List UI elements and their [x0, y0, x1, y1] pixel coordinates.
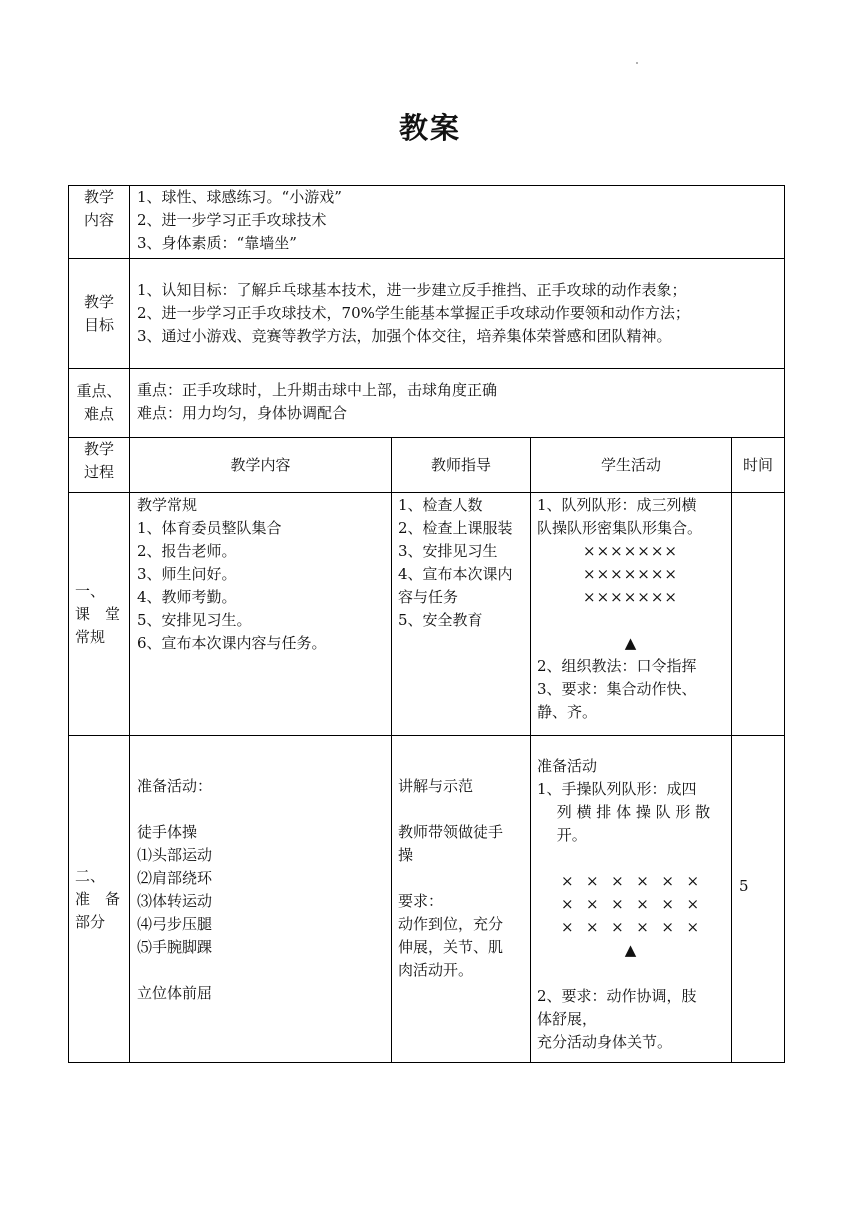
label-line: 教学 [83, 440, 114, 458]
teacher-line: 教师带领做徒手 [398, 823, 504, 841]
row-section2 [69, 736, 785, 1063]
label-process [69, 438, 130, 493]
formation-row: × × × × × × [560, 895, 701, 913]
content-line: 教学常规 [137, 496, 198, 514]
section2-teacher [392, 736, 531, 1063]
content-line: 3、师生问好。 [137, 565, 237, 583]
label-line: 准 备 [75, 889, 121, 908]
content-line: 3、身体素质：“靠墙坐” [137, 234, 297, 252]
teacher-line: 讲解与示范 [398, 777, 474, 795]
content-line: ⑷弓步压腿 [137, 915, 213, 933]
student-line: 列 横 排 体 操 队 形 散 [537, 803, 711, 821]
focus-line: 重点：正手攻球时，上升期击球中上部，击球角度正确 [137, 381, 498, 399]
teacher-line: 肉活动开。 [398, 961, 474, 979]
teacher-position-icon: ▲ [624, 941, 637, 959]
section1-student [531, 493, 732, 736]
label-focus [69, 369, 130, 438]
student-line: 体舒展， [537, 1010, 598, 1028]
focus-line: 难点：用力均匀，身体协调配合 [137, 404, 348, 422]
student-line: 2、组织教法：口令指挥 [537, 657, 697, 675]
focus-cell [130, 369, 785, 438]
label-line: 过程 [83, 463, 114, 481]
student-line: 充分活动身体关节。 [537, 1033, 673, 1051]
label-line: 内容 [83, 211, 114, 229]
content-line: 立位体前屈 [137, 984, 213, 1002]
student-line: 2、要求：动作协调，肢 [537, 987, 697, 1005]
teacher-position-icon: ▲ [624, 634, 637, 652]
section2-time: 5 [732, 736, 785, 1063]
teacher-line: 要求： [398, 892, 444, 910]
section1-content [130, 493, 392, 736]
content-line: ⑸手腕脚踝 [137, 938, 213, 956]
header-teacher: 教师指导 [392, 438, 531, 493]
student-line: 队操队形密集队形集合。 [537, 519, 703, 537]
label-line: 目标 [83, 315, 114, 334]
formation-row: ××××××× [583, 542, 678, 560]
formation-row: ××××××× [583, 565, 678, 583]
content-line: 1、体育委员整队集合 [137, 519, 282, 537]
label-line: 教学 [83, 188, 114, 206]
content-line: 6、宣布本次课内容与任务。 [137, 634, 327, 652]
goal-line: 1、认知目标：了解乒乓球基本技术，进一步建立反手推挡、正手攻球的动作表象； [137, 281, 687, 299]
content-line: 1、球性、球感练习。“小游戏” [137, 188, 342, 206]
content-line: 4、教师考勤。 [137, 588, 237, 606]
teacher-line: 操 [398, 846, 414, 864]
formation-row: ××××××× [583, 588, 678, 606]
section1-teacher [392, 493, 531, 736]
content-line: 准备活动： [137, 777, 213, 795]
teacher-line: 2、检查上课服装 [398, 519, 513, 537]
label-goals [69, 259, 130, 369]
page-title: 教案 [398, 111, 461, 145]
teacher-line: 3、安排见习生 [398, 542, 498, 560]
content-line: 5、安排见习生。 [137, 611, 252, 629]
label-line: 二、 [75, 866, 106, 885]
content-line: ⑶体转运动 [137, 892, 213, 910]
label-line: 教学 [83, 292, 114, 311]
goal-line: 2、进一步学习正手攻球技术，70%学生能基本掌握正手攻球动作要领和动作方法； [137, 304, 690, 322]
content-line: 2、报告老师。 [137, 542, 237, 560]
label-line: 课 堂 [75, 604, 121, 623]
student-line: 1、队列队形：成三列横 [537, 496, 697, 514]
section1-time [732, 493, 785, 736]
label-line: 部分 [75, 912, 106, 931]
goals-cell [130, 259, 785, 369]
row-content [69, 186, 785, 259]
section2-content [130, 736, 392, 1063]
student-line: 开。 [537, 826, 587, 844]
student-line: 1、手操队列队形：成四 [537, 780, 697, 798]
teacher-line: 伸展，关节、肌 [398, 938, 504, 956]
label-section1 [69, 493, 130, 736]
teacher-line: 5、安全教育 [398, 611, 483, 629]
student-line: 3、要求：集合动作快、 [537, 680, 697, 698]
teacher-line: 4、宣布本次课内 [398, 565, 513, 583]
row-process-header [69, 438, 785, 493]
content-line: ⑵肩部绕环 [137, 869, 213, 887]
header-time: 时间 [732, 438, 785, 493]
teacher-line: 动作到位，充分 [398, 915, 504, 933]
label-content [69, 186, 130, 259]
student-line: 准备活动 [537, 757, 598, 775]
header-content: 教学内容 [130, 438, 392, 493]
content-line: ⑴头部运动 [137, 846, 213, 864]
header-student: 学生活动 [531, 438, 732, 493]
teacher-line: 1、检查人数 [398, 496, 483, 514]
goal-line: 3、通过小游戏、竞赛等教学方法，加强个体交往，培养集体荣誉感和团队精神。 [137, 327, 672, 345]
page-dot [636, 62, 638, 64]
label-line: 难点 [83, 405, 114, 423]
label-line: 常规 [75, 627, 106, 646]
section2-student [531, 736, 732, 1063]
teacher-line: 容与任务 [398, 588, 459, 606]
formation-row: × × × × × × [560, 918, 701, 936]
label-section2 [69, 736, 130, 1063]
content-line: 2、进一步学习正手攻球技术 [137, 211, 327, 229]
content-cell [130, 186, 785, 259]
row-focus [69, 369, 785, 438]
row-goals [69, 259, 785, 369]
row-section1 [69, 493, 785, 736]
label-line: 重点、 [76, 382, 122, 400]
label-line: 一、 [75, 581, 106, 600]
student-line: 静、齐。 [537, 703, 598, 721]
content-line: 徒手体操 [137, 823, 198, 841]
lesson-plan-table [68, 185, 785, 1063]
formation-row: × × × × × × [560, 872, 701, 890]
